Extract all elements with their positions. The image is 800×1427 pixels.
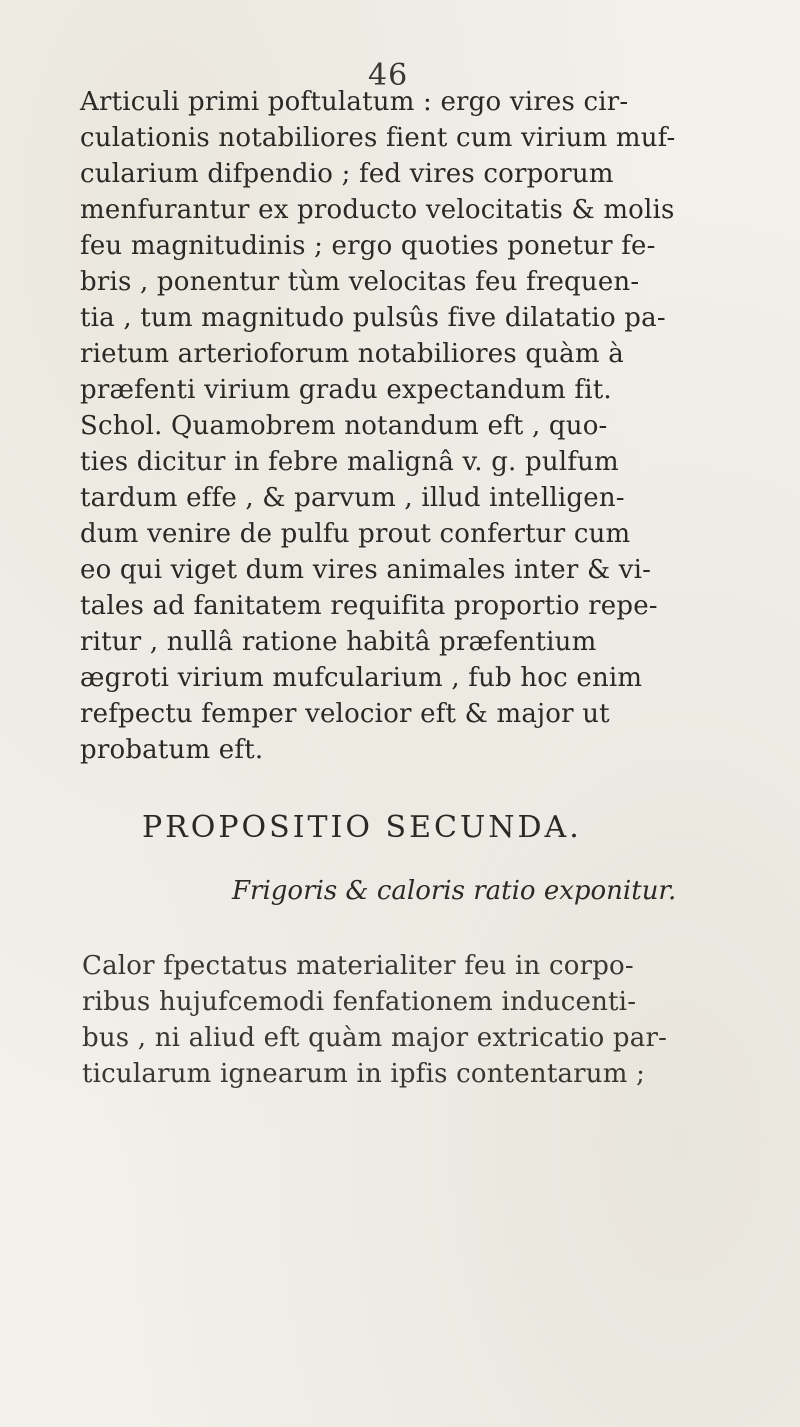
text-line: rietum arterioforum notabiliores quàm à	[80, 339, 624, 369]
text-line: ægroti virium mufcularium , fub hoc enim	[80, 663, 643, 693]
paragraph-1	[80, 84, 760, 768]
text-line: bris , ponentur tùm velocitas feu frequen-	[80, 267, 640, 297]
text-line: præfenti virium gradu expectandum fit.	[80, 375, 612, 405]
text-line: Schol. Quamobrem notandum eft , quo-	[80, 411, 608, 441]
text-line: menfurantur ex producto velocitatis & molis	[80, 195, 675, 225]
text-line: ribus hujufcemodi fenfationem inducenti-	[82, 987, 637, 1017]
text-line: Articuli primi poftulatum : ergo vires cir-	[80, 87, 629, 117]
text-line: ties dicitur in febre malignâ v. g. pulfum	[80, 447, 619, 477]
text-line: eo qui viget dum vires animales inter & vi-	[80, 555, 652, 585]
text-line: ritur , nullâ ratione habitâ præfentium	[80, 627, 597, 657]
text-line: bus , ni aliud eft quàm major extricatio par-	[82, 1023, 668, 1053]
text-line: probatum eft.	[80, 735, 264, 765]
text-line: Calor fpectatus materialiter feu in corpo-	[82, 951, 634, 981]
section-heading: PROPOSITIO SECUNDA.	[142, 810, 582, 845]
text-line: feu magnitudinis ; ergo quoties ponetur fe-	[80, 231, 656, 261]
section-subheading: Frigoris & caloris ratio exponitur.	[232, 876, 677, 906]
text-line: tardum effe , & parvum , illud intelligen-	[80, 483, 625, 513]
text-line: refpectu femper velocior eft & major ut	[80, 699, 610, 729]
text-line: cularium difpendio ; fed vires corporum	[80, 159, 614, 189]
paragraph-2	[82, 948, 762, 1092]
text-line: culationis notabiliores fient cum virium muf-	[80, 123, 676, 153]
text-line: tales ad fanitatem requifita proportio repe-	[80, 591, 658, 621]
text-line: ticularum ignearum in ipfis contentarum ;	[82, 1059, 646, 1089]
page-number: 46	[368, 58, 409, 93]
text-line: tia , tum magnitudo pulsûs five dilatatio pa-	[80, 303, 666, 333]
text-line: dum venire de pulfu prout confertur cum	[80, 519, 631, 549]
